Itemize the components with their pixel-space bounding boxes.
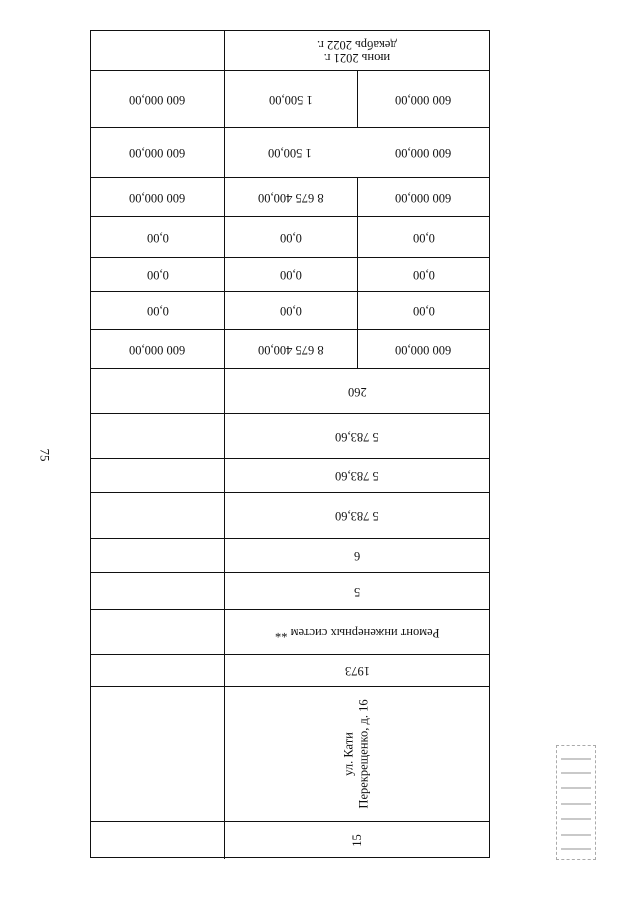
- cell-value: 5 783,60: [335, 469, 379, 483]
- cell-value: 5 783,60: [335, 429, 379, 444]
- table-cell: [358, 217, 489, 257]
- table-row-number: [91, 821, 489, 859]
- address-street: ул. Кати: [342, 732, 356, 776]
- table-cell: [358, 258, 489, 291]
- cell-value: 0,00: [412, 230, 435, 245]
- cell-value: 6: [353, 549, 361, 563]
- table-cell: [358, 71, 489, 127]
- table-cell: [91, 369, 225, 413]
- table-cell: [225, 573, 489, 609]
- table-cell: [225, 414, 489, 458]
- data-table: [90, 30, 490, 858]
- cell-value: 0,00: [146, 304, 169, 318]
- table-cell: [91, 414, 225, 458]
- cell-value: 600 000,00: [129, 190, 186, 205]
- table-row: [91, 492, 489, 538]
- cell-value: Ремонт инженерных систем **: [274, 625, 440, 640]
- table-cell: [91, 655, 225, 686]
- table-cell: [358, 178, 489, 216]
- table-cell: [91, 459, 225, 492]
- table-cell: [225, 369, 489, 413]
- cell-value: 600 000,00: [129, 92, 186, 107]
- header-period-start: июнь 2021 г.: [323, 50, 391, 65]
- row-number: 15: [349, 834, 364, 847]
- table-cell: [91, 687, 225, 821]
- cell-value: 1973: [344, 664, 370, 678]
- table-header-row: [91, 31, 489, 70]
- table-row: [91, 368, 489, 413]
- table-cell: [225, 655, 489, 686]
- table-row: [91, 70, 489, 127]
- table-cell: [91, 330, 225, 368]
- table-cell: [225, 459, 489, 492]
- table-row: [91, 291, 489, 329]
- header-period-cell: [225, 31, 489, 70]
- table-cell: [358, 128, 489, 177]
- cell-value: 0,00: [280, 304, 302, 318]
- table-cell: [91, 258, 225, 291]
- table-cell: [225, 330, 358, 368]
- table-cell: [225, 822, 489, 859]
- table-cell: [225, 292, 358, 329]
- address-text: [342, 699, 372, 808]
- cell-value: 5 783,60: [335, 509, 379, 523]
- table-cell: [358, 330, 489, 368]
- table-cell: [225, 258, 358, 291]
- cell-value: 0,00: [412, 268, 435, 282]
- table-cell: [91, 822, 225, 859]
- header-period-text: [317, 38, 397, 64]
- cell-value: 600 000,00: [395, 190, 452, 205]
- table-row-address: [91, 686, 489, 821]
- table-cell: [358, 292, 489, 329]
- cell-value: 8 675 400,00: [258, 190, 324, 205]
- table-row: [91, 572, 489, 609]
- table-row: [91, 177, 489, 216]
- cell-value: 0,00: [280, 230, 302, 245]
- cell-value: 600 000,00: [395, 342, 452, 357]
- address-house: Перекрещенко, д. 16: [357, 699, 371, 809]
- cell-value: 1 500,00: [268, 146, 312, 160]
- cell-value: 600 000,00: [395, 92, 452, 107]
- table-cell: [91, 217, 225, 257]
- cell-value: 5: [353, 584, 361, 599]
- table-row: [91, 257, 489, 291]
- cell-value: 0,00: [412, 304, 435, 318]
- cell-value: 600 000,00: [395, 146, 452, 160]
- table-row: [91, 609, 489, 654]
- table-cell: [225, 178, 358, 216]
- cell-value: 0,00: [146, 268, 169, 282]
- table-cell: [225, 493, 489, 538]
- table-cell: [91, 610, 225, 654]
- table-cell: [91, 71, 225, 127]
- cell-value: 0,00: [280, 268, 302, 282]
- table-row: [91, 458, 489, 492]
- header-empty-cell: [91, 31, 225, 70]
- page-number: 75: [37, 448, 53, 462]
- cell-value: 260: [347, 384, 367, 399]
- stamp-mark: [556, 745, 596, 860]
- table-row: [91, 654, 489, 686]
- cell-value: 600 000,00: [129, 146, 186, 160]
- table-cell: [91, 292, 225, 329]
- table-cell: [225, 217, 358, 257]
- cell-value: 8 675 400,00: [258, 342, 324, 357]
- cell-value: 0,00: [146, 230, 169, 245]
- header-period-end: декабрь 2022 г.: [317, 37, 397, 52]
- table-cell: [225, 539, 489, 572]
- cell-value: 1 500,00: [269, 92, 313, 107]
- table-cell: [91, 493, 225, 538]
- table-row: [91, 329, 489, 368]
- table-row: [91, 538, 489, 572]
- address-cell: [225, 687, 489, 821]
- table-cell: [91, 178, 225, 216]
- table-row: [91, 216, 489, 257]
- table-cell: [91, 128, 225, 177]
- table-cell: [91, 573, 225, 609]
- table-row: [91, 127, 489, 177]
- table-cell: [225, 610, 489, 654]
- table-cell: [91, 539, 225, 572]
- table-cell: [225, 71, 358, 127]
- cell-value: 600 000,00: [129, 342, 186, 357]
- table-row: [91, 413, 489, 458]
